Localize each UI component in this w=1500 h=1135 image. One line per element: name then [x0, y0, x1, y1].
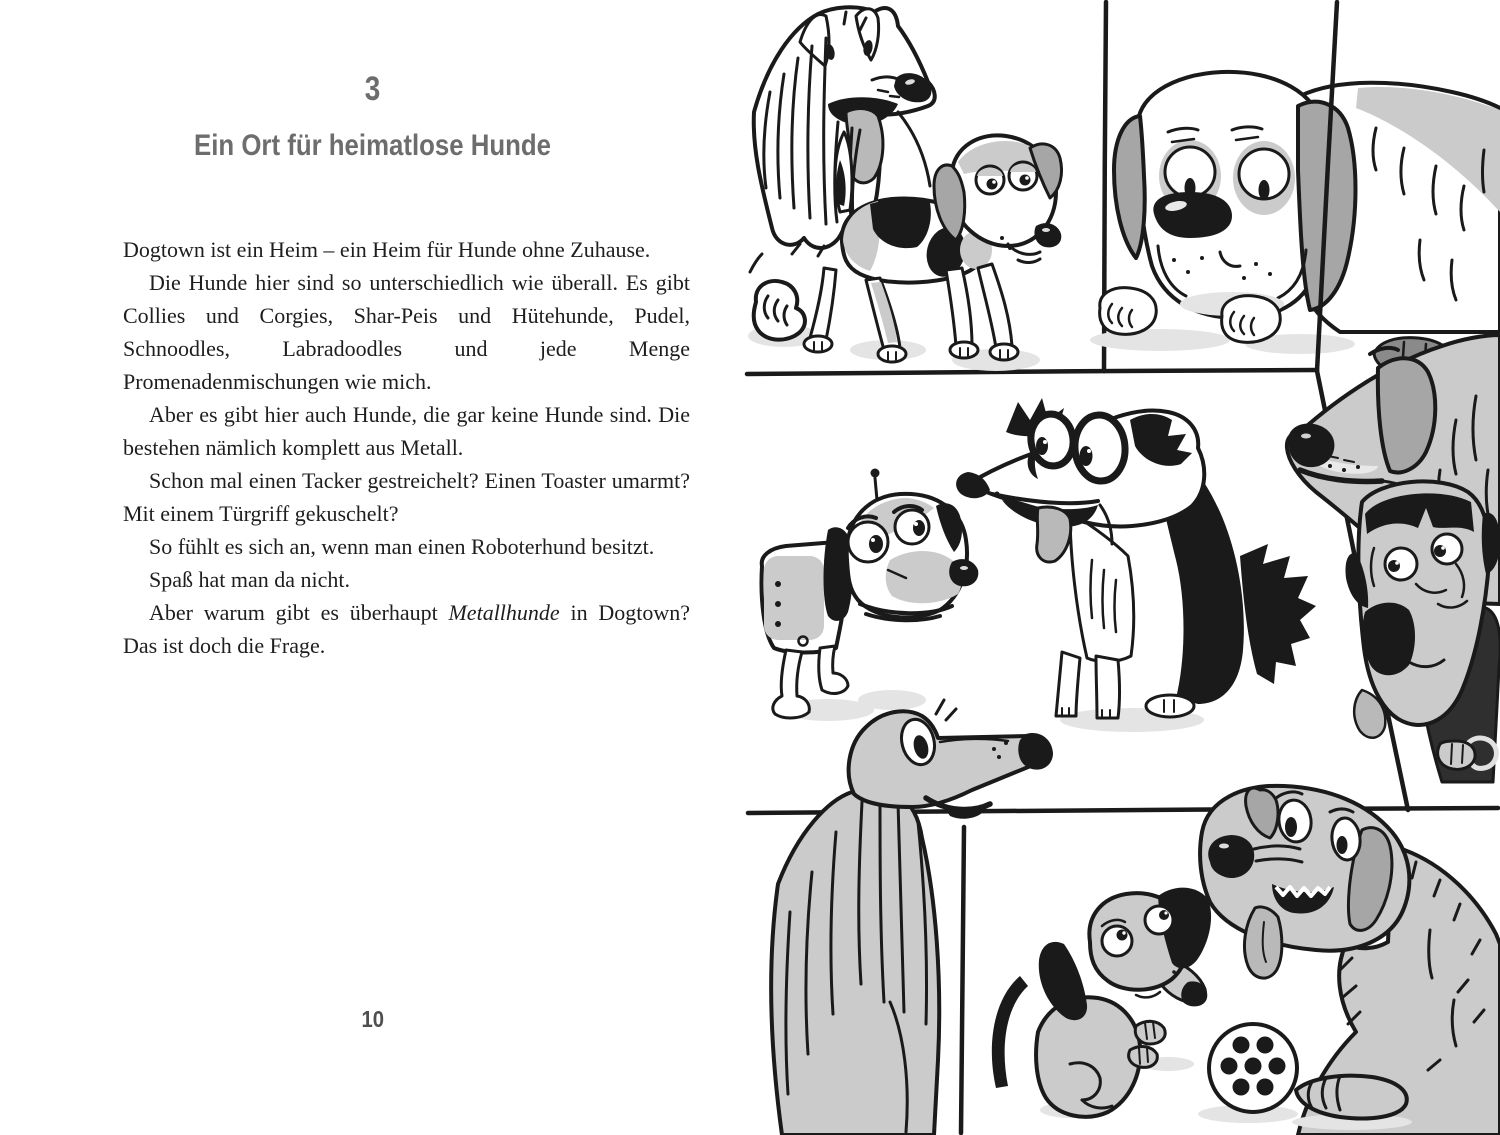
body-paragraphs: [123, 233, 690, 662]
paragraph: Aber warum gibt es überhaupt Metallhunde in Dogtown? Das ist doch die Frage.: [123, 600, 691, 658]
pug-dog: [1345, 481, 1500, 782]
paragraph: So fühlt es sich an, wenn man einen Roboterhund besitzt.: [149, 534, 655, 559]
terrier-dog: [956, 398, 1316, 732]
dog-comic-illustration: [740, 0, 1500, 1135]
holey-ball: [1198, 1024, 1298, 1123]
chapter-title: Ein Ort für heimatlose Hunde: [194, 129, 552, 162]
paragraph: Aber es gibt hier auch Hunde, die gar keine Hunde sind. Die bestehen nämlich komplett aus Metall.: [123, 402, 690, 460]
dachshund-puppy: [992, 888, 1211, 1118]
afghan-hound-back: [771, 700, 1053, 1135]
robot-dog: [762, 469, 979, 722]
beagle-puppy: [804, 132, 1062, 371]
paragraph: Die Hunde hier sind so unterschiedlich wie überall. Es gibt Collies und Corgies, Shar-Peis und Hütehunde, Pudel, Schnoodles, Labradoodles und jede Menge Promenadenmischungen wie mich.: [123, 270, 690, 394]
page-number: 10: [361, 1006, 385, 1032]
paragraph: Dogtown ist ein Heim – ein Heim für Hunde ohne Zuhause.: [123, 237, 651, 262]
chapter-number: 3: [365, 70, 381, 108]
basset-hound: [1090, 72, 1500, 376]
paragraph: Schon mal einen Tacker gestreichelt? Einen Toaster umarmt? Mit einem Türgriff gekuschelt?: [123, 468, 690, 526]
paragraph: Spaß hat man da nicht.: [149, 567, 351, 592]
chapter-header: [123, 70, 623, 163]
